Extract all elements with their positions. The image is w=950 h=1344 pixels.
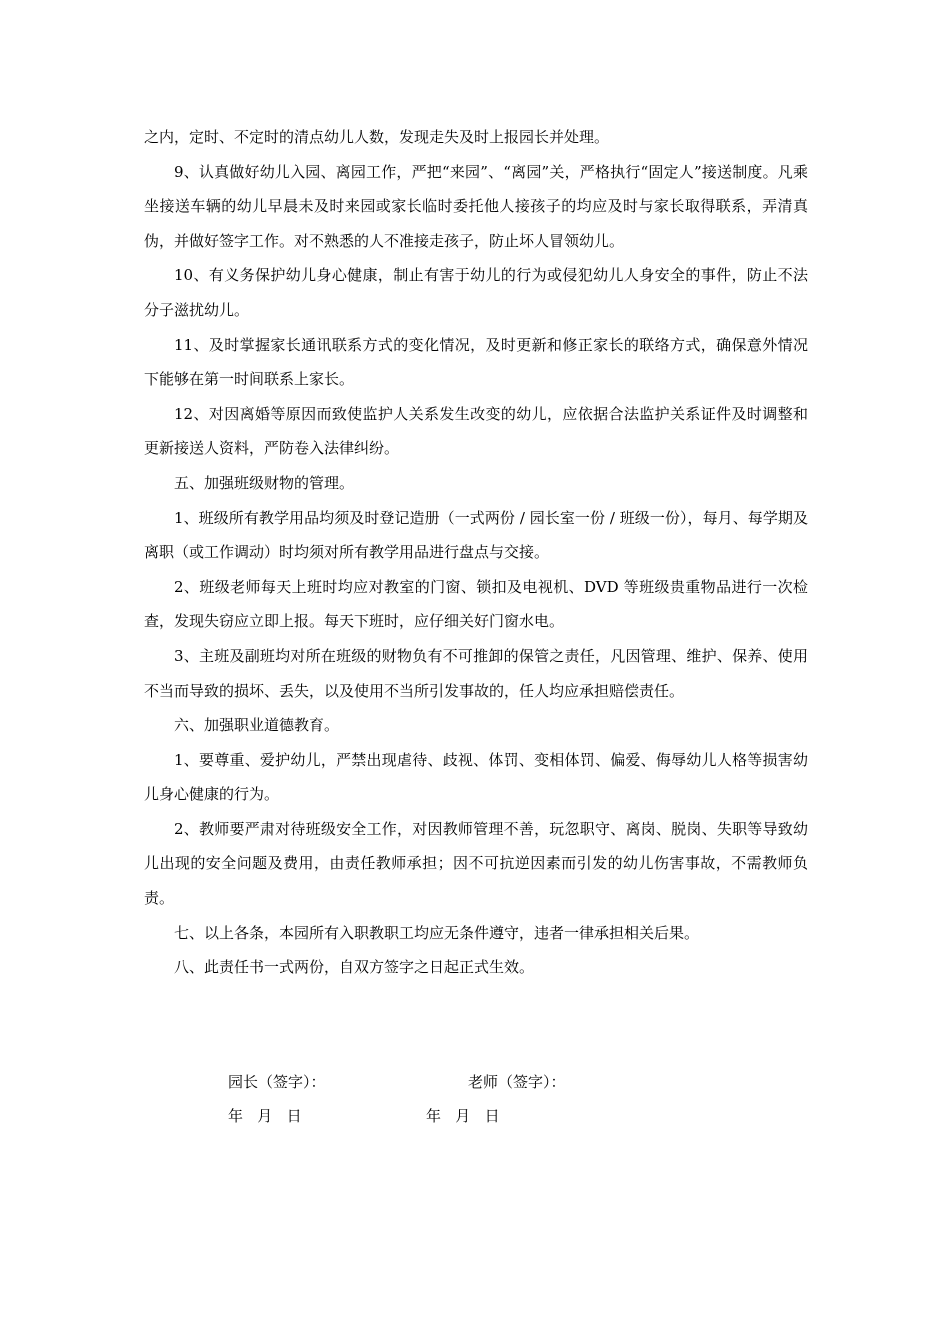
teacher-signature-label: 老师（签字）： [468, 1073, 566, 1091]
paragraph-9: 3、主班及副班均对所在班级的财物负有不可推卸的保管之责任，凡因管理、维护、保养、使用不当而导致的损坏、丢失，以及使用不当所引发事故的，任人均应承担赔偿责任。 [144, 646, 808, 700]
section-heading-8: 八、此责任书一式两份，自双方签字之日起正式生效。 [174, 958, 535, 977]
paragraph-7: 1、班级所有教学用品均须及时登记造册（一式两份 / 园长室一份 / 班级一份），每月、每学期及离职（或工作调动）时均须对所有教学用品进行盘点与交接。 [144, 508, 808, 562]
principal-date: 年 月 日 [228, 1107, 302, 1125]
section-heading-7: 七、以上各条，本园所有入职教职工均应无条件遵守，违者一律承担相关后果。 [174, 923, 700, 942]
section-heading-6: 六、加强职业道德教育。 [174, 716, 340, 735]
paragraph-3: 10、有义务保护幼儿身心健康，制止有害于幼儿的行为或侵犯幼儿人身安全的事件，防止不法分子滋扰幼儿。 [144, 266, 808, 319]
principal-signature-label: 园长（签字）： [228, 1073, 326, 1091]
paragraph-11: 1、要尊重、爱护幼儿，严禁出现虐待、歧视、体罚、变相体罚、偏爱、侮辱幼儿人格等损害幼儿身心健康的行为。 [144, 750, 808, 804]
paragraph-4: 11、及时掌握家长通讯联系方式的变化情况，及时更新和修正家长的联络方式，确保意外情况下能够在第一时间联系上家长。 [144, 335, 808, 389]
paragraph-12: 2、教师要严肃对待班级安全工作，对因教师管理不善，玩忽职守、离岗、脱岗、失职等导致幼儿出现的安全问题及费用，由责任教师承担；因不可抗逆因素而引发的幼儿伤害事故，不需教师负责。 [144, 819, 808, 908]
paragraph-2: 9、认真做好幼儿入园、离园工作，严把“来园”、“离园”关，严格执行“固定人”接送制度。凡乘坐接送车辆的幼儿早晨未及时来园或家长临时委托他人接孩子的均应及时与家长取得联系，弄清真伪，并做好签字工作。对不熟悉的人不准接走孩子，防止坏人冒领幼儿。 [144, 162, 808, 250]
paragraph-8: 2、班级老师每天上班时均应对教室的门窗、锁扣及电视机、DVD 等班级贵重物品进行一次检查，发现失窃应立即上报。每天下班时，应仔细关好门窗水电。 [144, 577, 808, 631]
paragraph-5: 12、对因离婚等原因而致使监护人关系发生改变的幼儿，应依据合法监护关系证件及时调整和更新接送人资料，严防卷入法律纠纷。 [144, 404, 808, 458]
paragraph-1: 之内，定时、不定时的清点幼儿人数，发现走失及时上报园长并处理。 [144, 128, 610, 146]
section-heading-5: 五、加强班级财物的管理。 [174, 473, 355, 492]
teacher-date: 年 月 日 [426, 1107, 500, 1125]
document-body [144, 120, 808, 985]
